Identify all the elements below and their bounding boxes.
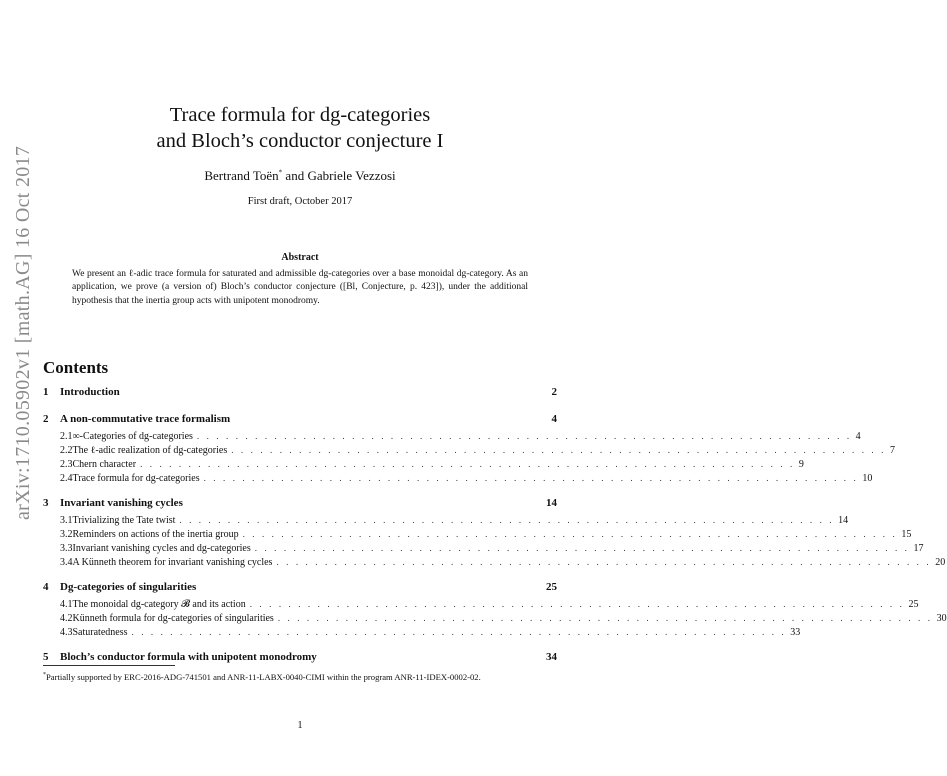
footnote bbox=[43, 669, 557, 683]
toc-subsection-page: 33 bbox=[790, 627, 801, 638]
abstract-text: We present an ℓ-adic trace formula for saturated and admissible dg-categories over a base monoidal dg-category. As an application, we prove (a version of) Bloch’s conductor conjecture ([Bl, Conjecture, p. 423]), under the additional hypothesis that the inertia group acts with unipotent monodromy. bbox=[72, 269, 528, 306]
toc-subsection-page: 10 bbox=[862, 473, 873, 484]
toc-subsection-page: 30 bbox=[936, 613, 947, 624]
leader-dots: . . . . . . . . . . . . . . . . . . . . . . . . . . . . . . . . . . . . . . . . . . . . . . . . . . . . . . . . . . . . . . . . . . . . bbox=[242, 529, 898, 539]
toc-subsection-page: 25 bbox=[908, 599, 919, 610]
footnote-mark: * bbox=[43, 672, 46, 678]
abstract-heading: Abstract bbox=[281, 252, 319, 263]
toc-subsection-3-3[interactable] bbox=[43, 543, 924, 557]
draft-date: First draft, October 2017 bbox=[247, 196, 353, 207]
toc-subsection-page: 9 bbox=[798, 459, 804, 470]
toc-section-title: Introduction bbox=[60, 386, 120, 398]
toc-subsection-number: 4.2 bbox=[60, 613, 73, 624]
toc-subsection-4-2[interactable] bbox=[43, 613, 947, 627]
toc-subsection-4-1[interactable] bbox=[43, 599, 919, 613]
toc-subsection-title: Invariant vanishing cycles and dg-categories bbox=[72, 543, 251, 554]
table-of-contents bbox=[43, 386, 947, 666]
toc-section-number: 1 bbox=[43, 386, 49, 398]
leader-dots: . . . . . . . . . . . . . . . . . . . . . . . . . . . . . . . . . . . . . . . . . . . . . . . . . . . . . . . . . . . . . . . . . . . . bbox=[196, 431, 852, 441]
title-line-2: and Bloch’s conductor conjecture I bbox=[156, 130, 444, 152]
toc-section-title: Bloch’s conductor formula with unipotent monodromy bbox=[60, 651, 317, 663]
leader-dots: . . . . . . . . . . . . . . . . . . . . . . . . . . . . . . . . . . . . . . . . . . . . . . . . . . . . . . . . . . . . . . . . . . . . bbox=[179, 515, 835, 525]
toc-section-page: 34 bbox=[546, 651, 557, 663]
toc-subsection-page: 20 bbox=[935, 557, 946, 568]
toc-subsection-number: 2.1 bbox=[60, 431, 73, 442]
toc-subsection-number: 3.4 bbox=[60, 557, 73, 568]
toc-subsection-3-1[interactable] bbox=[43, 515, 849, 529]
toc-subsection-2-1[interactable] bbox=[43, 431, 861, 445]
toc-section-page: 4 bbox=[551, 413, 557, 425]
page-number: 1 bbox=[297, 720, 303, 731]
leader-dots: . . . . . . . . . . . . . . . . . . . . . . . . . . . . . . . . . . . . . . . . . . . . . . . . . . . . . . . . . . . . . . . . . . . . bbox=[277, 613, 933, 623]
toc-section-page: 25 bbox=[546, 581, 557, 593]
toc-section-title: Invariant vanishing cycles bbox=[60, 497, 183, 509]
author-toen: Bertrand Toën bbox=[204, 168, 279, 183]
title-line-1: Trace formula for dg-categories bbox=[169, 104, 431, 126]
toc-section-number: 3 bbox=[43, 497, 49, 509]
authors bbox=[60, 168, 540, 184]
toc-subsection-2-3[interactable] bbox=[43, 459, 804, 473]
toc-subsection-page: 17 bbox=[913, 543, 924, 554]
arxiv-stamp: arXiv:1710.05902v1 [math.AG] 16 Oct 2017 bbox=[12, 145, 34, 520]
toc-subsection-title: Saturatedness bbox=[72, 627, 128, 638]
toc-section-number: 2 bbox=[43, 413, 49, 425]
toc-subsection-title: Trace formula for dg-categories bbox=[72, 473, 200, 484]
leader-dots: . . . . . . . . . . . . . . . . . . . . . . . . . . . . . . . . . . . . . . . . . . . . . . . . . . . . . . . . . . . . . . . . . . . . bbox=[140, 459, 795, 469]
toc-subsection-page: 14 bbox=[838, 515, 849, 526]
toc-subsection-page: 15 bbox=[901, 529, 912, 540]
toc-section-3[interactable] bbox=[43, 497, 557, 512]
toc-section-number: 4 bbox=[43, 581, 49, 593]
toc-section-1[interactable] bbox=[43, 386, 557, 401]
toc-section-page: 14 bbox=[546, 497, 557, 509]
toc-section-title: A non-commutative trace formalism bbox=[60, 413, 231, 425]
toc-subsection-title: The monoidal dg-category 𝓑 and its action bbox=[72, 599, 246, 610]
toc-subsection-title: A Künneth theorem for invariant vanishing cycles bbox=[72, 557, 273, 568]
toc-subsection-number: 2.2 bbox=[60, 445, 73, 456]
toc-section-title: Dg-categories of singularities bbox=[60, 581, 197, 593]
toc-subsection-2-2[interactable] bbox=[43, 445, 895, 459]
toc-section-5[interactable] bbox=[43, 651, 557, 666]
leader-dots: . . . . . . . . . . . . . . . . . . . . . . . . . . . . . . . . . . . . . . . . . . . . . . . . . . . . . . . . . . . . . . . . . . . . bbox=[203, 473, 859, 483]
toc-section-number: 5 bbox=[43, 651, 49, 663]
toc-subsection-number: 3.2 bbox=[60, 529, 73, 540]
toc-subsection-number: 3.3 bbox=[60, 543, 73, 554]
footnote-text: Partially supported by ERC-2016-ADG-741501 and ANR-11-LABX-0040-CIMI within the program ANR-11-IDEX-0002-02. bbox=[46, 671, 481, 682]
toc-subsection-2-4[interactable] bbox=[43, 473, 873, 487]
toc-subsection-title: Reminders on actions of the inertia group bbox=[72, 529, 239, 540]
leader-dots: . . . . . . . . . . . . . . . . . . . . . . . . . . . . . . . . . . . . . . . . . . . . . . . . . . . . . . . . . . . . . . . . . . . . bbox=[254, 543, 910, 553]
leader-dots: . . . . . . . . . . . . . . . . . . . . . . . . . . . . . . . . . . . . . . . . . . . . . . . . . . . . . . . . . . . . . . . . . . . . bbox=[131, 627, 787, 637]
toc-subsection-title: The ℓ-adic realization of dg-categories bbox=[72, 445, 228, 456]
author-footnote-mark: * bbox=[278, 168, 283, 177]
toc-subsection-page: 7 bbox=[889, 445, 895, 456]
toc-subsection-3-2[interactable] bbox=[43, 529, 912, 543]
toc-subsection-number: 3.1 bbox=[60, 515, 73, 526]
toc-section-page: 2 bbox=[551, 386, 557, 398]
toc-subsection-number: 4.3 bbox=[60, 627, 73, 638]
toc-subsection-number: 4.1 bbox=[60, 599, 73, 610]
leader-dots: . . . . . . . . . . . . . . . . . . . . . . . . . . . . . . . . . . . . . . . . . . . . . . . . . . . . . . . . . . . . . . . . . . . . bbox=[249, 599, 905, 609]
footnote-rule bbox=[43, 665, 175, 666]
toc-subsection-title: Trivializing the Tate twist bbox=[72, 515, 176, 526]
toc-subsection-title: ∞-Categories of dg-categories bbox=[72, 431, 193, 442]
contents-heading: Contents bbox=[43, 358, 109, 377]
toc-subsection-page: 4 bbox=[855, 431, 861, 442]
toc-subsection-number: 2.4 bbox=[60, 473, 73, 484]
toc-subsection-number: 2.3 bbox=[60, 459, 73, 470]
author-vezzosi: and Gabriele Vezzosi bbox=[282, 168, 396, 183]
leader-dots: . . . . . . . . . . . . . . . . . . . . . . . . . . . . . . . . . . . . . . . . . . . . . . . . . . . . . . . . . . . . . . . . . . . . bbox=[276, 557, 932, 567]
toc-section-4[interactable] bbox=[43, 581, 557, 596]
toc-subsection-3-4[interactable] bbox=[43, 557, 946, 571]
toc-subsection-title: Künneth formula for dg-categories of singularities bbox=[72, 613, 274, 624]
leader-dots: . . . . . . . . . . . . . . . . . . . . . . . . . . . . . . . . . . . . . . . . . . . . . . . . . . . . . . . . . . . . . . . . . . . . bbox=[231, 445, 886, 455]
toc-subsection-title: Chern character bbox=[72, 459, 137, 470]
paper-title bbox=[60, 102, 540, 154]
toc-section-2[interactable] bbox=[43, 413, 557, 428]
toc-subsection-4-3[interactable] bbox=[43, 627, 801, 641]
